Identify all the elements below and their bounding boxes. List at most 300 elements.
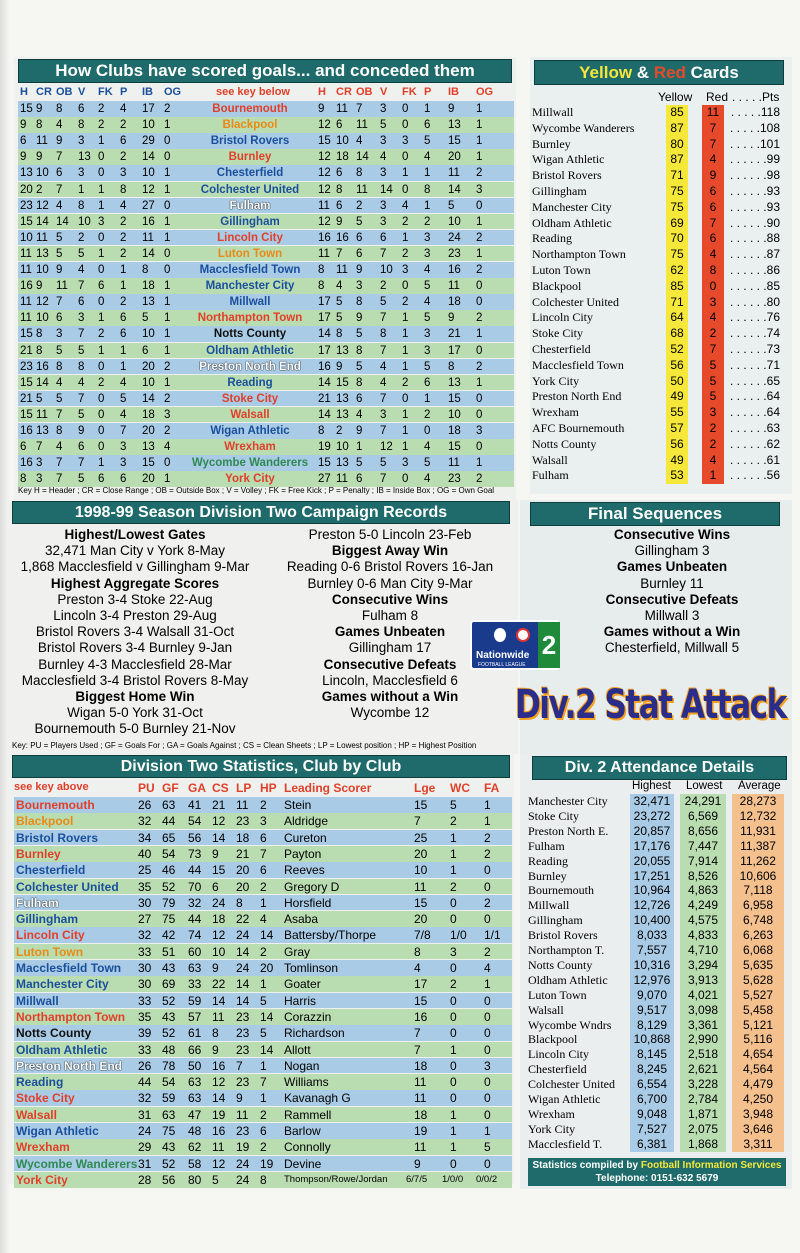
- attendance-highest: 8,145: [636, 1047, 668, 1062]
- goals-against-value: 4: [356, 408, 363, 421]
- clubstats-value: 73: [188, 846, 202, 861]
- goals-for-value: 4: [56, 441, 63, 454]
- goals-for-value: 9: [56, 135, 63, 148]
- clubstats-header: WC: [450, 781, 470, 795]
- goals-against-value: 14: [318, 328, 331, 341]
- clubstats-scorer: Gray: [284, 944, 311, 959]
- goals-against-value: 7: [336, 247, 343, 260]
- clubstats-value: 2: [260, 1107, 267, 1122]
- goals-row: [18, 407, 514, 423]
- record-line: Gillingham 3: [634, 543, 710, 559]
- clubstats-value: 52: [162, 1156, 176, 1171]
- clubstats-header: FA: [484, 781, 500, 795]
- goals-club-name: Fulham: [229, 199, 271, 212]
- goals-for-value: 7: [56, 473, 63, 486]
- clubstats-goals: 5: [484, 1140, 491, 1155]
- clubstats-goals: 2: [484, 846, 491, 861]
- goals-against-header: V: [380, 86, 388, 98]
- goals-against-value: 5: [424, 360, 431, 373]
- clubstats-value: 43: [162, 1140, 176, 1155]
- goals-for-value: 2: [120, 231, 127, 244]
- clubstats-value: 24: [236, 961, 250, 975]
- clubstats-value: 2: [260, 1140, 267, 1155]
- goals-for-value: 8: [78, 119, 85, 132]
- cards-title-amp: &: [636, 63, 650, 82]
- goals-against-value: 2: [402, 376, 409, 389]
- goals-against-value: 1: [476, 119, 483, 132]
- goals-against-value: 2: [402, 296, 409, 309]
- goals-against-value: 14: [318, 376, 331, 389]
- goals-for-value: 1: [98, 247, 105, 260]
- goals-for-value: 1: [164, 119, 171, 132]
- goals-against-value: 6: [380, 231, 387, 244]
- records-left: [10, 527, 260, 738]
- goals-for-value: 10: [36, 312, 49, 325]
- cards-points: . . . . . .76: [729, 310, 780, 325]
- goals-against-value: 2: [402, 215, 409, 228]
- clubstats-goals: 6/7/5: [406, 1173, 428, 1185]
- goals-against-value: 3: [380, 215, 387, 228]
- goals-against-value: 7: [380, 247, 387, 260]
- clubstats-value: 14: [260, 1042, 274, 1057]
- goals-against-value: 0: [402, 103, 409, 115]
- goals-against-value: 1: [424, 167, 431, 180]
- goals-against-value: 21: [318, 392, 331, 405]
- cards-yellow-value: 75: [670, 247, 684, 262]
- goals-against-value: 6: [356, 473, 363, 486]
- clubstats-value: 14: [260, 1009, 274, 1024]
- goals-against-value: 5: [380, 119, 387, 132]
- attendance-highest: 10,316: [633, 957, 671, 972]
- clubstats-value: 24: [236, 1156, 250, 1171]
- goals-for-value: 1: [78, 183, 85, 196]
- attendance-club-name: Luton Town: [528, 987, 587, 1002]
- attendance-highest: 7,527: [636, 1121, 668, 1136]
- goals-against-value: 11: [356, 183, 368, 196]
- goals-for-value: 6: [120, 328, 127, 341]
- goals-against-value: 4: [380, 376, 387, 389]
- cards-club-name: Manchester City: [532, 199, 612, 214]
- goals-for-value: 1: [120, 344, 127, 357]
- clubstats-value: 20: [236, 863, 250, 878]
- cards-red-value: 2: [709, 326, 717, 341]
- goals-against-value: 3: [380, 167, 387, 180]
- attendance-average: 3,948: [742, 1106, 774, 1121]
- clubstats-value: 24: [236, 1172, 250, 1187]
- goals-against-value: 1: [402, 344, 409, 357]
- stat-attack-title: Div.2 Stat Attack: [515, 682, 786, 728]
- record-heading: Consecutive Wins: [613, 527, 731, 542]
- goals-against-value: 7: [380, 312, 387, 325]
- clubstats-goals: 2: [484, 944, 491, 959]
- goals-for-value: 11: [36, 135, 48, 148]
- goals-for-value: 15: [20, 328, 33, 341]
- clubstats-value: 1: [260, 895, 267, 910]
- cards-yellow-value: 55: [670, 405, 684, 420]
- goals-for-value: 15: [20, 408, 33, 421]
- clubstats-goals: 0: [484, 1042, 491, 1057]
- goals-against-value: 0: [402, 280, 409, 293]
- clubstats-value: 32: [138, 1091, 152, 1106]
- clubstats-value: 8: [236, 895, 243, 910]
- cards-points: . . . . .108: [729, 120, 780, 135]
- nationwide-logo-badge: [494, 628, 506, 642]
- records-key: Key: PU = Players Used ; GF = Goals For ; GA = Goals Against ; CS = Clean Sheets ; LP = Lowest position ; HP = Highest Position: [12, 741, 477, 750]
- final-lines: [560, 527, 784, 657]
- goals-for-value: 17: [142, 103, 155, 115]
- cards-club-name: Macclesfield Town: [532, 357, 624, 372]
- clubstats-row: [14, 862, 512, 878]
- clubstats-goals: 1: [484, 977, 491, 992]
- cards-points: . . . . . .62: [729, 436, 780, 451]
- goals-club-name: Walsall: [230, 408, 270, 421]
- clubstats-goals: 5: [450, 798, 457, 812]
- clubstats-value: 21: [212, 798, 226, 812]
- goals-against-value: 1: [402, 328, 409, 341]
- record-line: Lincoln, Macclesfield 6: [322, 672, 458, 688]
- goals-for-header: OB: [56, 86, 73, 98]
- attendance-highest: 9,517: [636, 1002, 668, 1017]
- clubstats-row: [14, 960, 512, 976]
- goals-for-value: 11: [20, 247, 32, 260]
- goals-for-value: 2: [164, 392, 171, 405]
- goals-for-value: 0: [98, 441, 105, 454]
- goals-against-value: 6: [424, 376, 431, 389]
- records-title: 1998-99 Season Division Two Campaign Records: [12, 501, 510, 524]
- record-line: Bristol Rovers 3-4 Burnley 9-Jan: [37, 640, 233, 656]
- record-line: Bournemouth 5-0 Burnley 21-Nov: [34, 721, 236, 737]
- attendance-footer: [528, 1158, 786, 1186]
- clubstats-goals: 0: [484, 863, 491, 878]
- goals-against-value: 1: [402, 408, 409, 421]
- goals-club-name: Chesterfield: [216, 167, 284, 180]
- clubstats-goals: 0: [450, 1009, 457, 1024]
- goals-for-value: 1: [164, 167, 171, 180]
- goals-against-value: 8: [356, 296, 363, 309]
- goals-for-value: 16: [20, 280, 33, 293]
- goals-for-value: 0: [98, 151, 105, 164]
- clubstats-goals: 11: [414, 879, 427, 894]
- attendance-average: 3,646: [742, 1121, 774, 1136]
- clubstats-club-name: Wycombe Wanderers: [16, 1156, 138, 1171]
- clubstats-value: 14: [236, 977, 250, 992]
- clubstats-value: 23: [236, 1124, 250, 1138]
- goals-against-value: 3: [380, 408, 387, 421]
- goals-club-name: Colchester United: [200, 183, 300, 196]
- clubstats-value: 19: [236, 1140, 250, 1155]
- attendance-average: 11,262: [740, 853, 776, 868]
- clubstats-value: 6: [212, 879, 219, 894]
- goals-against-value: 8: [356, 344, 363, 357]
- goals-against-value: 3: [476, 425, 483, 437]
- clubstats-row: [14, 1172, 512, 1188]
- goals-club-name: Blackpool: [222, 119, 278, 132]
- cards-yellow-value: 57: [670, 421, 684, 435]
- goals-key: Key H = Header ; CR = Close Range ; OB = Outside Box ; V = Volley ; FK = Free Kick ; P = Penalty ; IB = Inside Box ; OG = Own Goal: [18, 486, 495, 495]
- goals-against-value: 3: [356, 280, 363, 293]
- clubstats-value: 22: [236, 912, 250, 927]
- clubstats-club-name: Luton Town: [16, 944, 84, 959]
- clubstats-value: 6: [260, 863, 267, 878]
- cards-red-value: 0: [709, 278, 717, 293]
- clubstats-value: 27: [138, 912, 152, 927]
- clubstats-goals: 11: [414, 1075, 427, 1090]
- clubstats-goals: 20: [414, 846, 428, 861]
- goals-for-value: 0: [164, 151, 171, 164]
- goals-for-value: 14: [36, 376, 49, 389]
- goals-against-value: 10: [448, 215, 461, 228]
- goals-for-value: 0: [98, 231, 105, 244]
- clubstats-value: 16: [212, 1124, 226, 1138]
- clubstats-row: [14, 797, 512, 813]
- goals-for-value: 7: [56, 408, 63, 421]
- goals-for-value: 8: [78, 199, 85, 212]
- goals-against-value: 5: [356, 328, 363, 341]
- clubstats-value: 44: [162, 814, 176, 829]
- goals-for-value: 5: [120, 392, 127, 405]
- goals-for-value: 8: [56, 425, 63, 437]
- clubstats-row: [14, 1156, 512, 1172]
- clubstats-value: 26: [138, 798, 152, 812]
- clubstats-value: 44: [188, 912, 202, 927]
- goals-against-value: 4: [424, 264, 431, 276]
- cards-club-name: Walsall: [532, 452, 568, 467]
- goals-for-value: 7: [56, 296, 63, 309]
- cards-red-value: 5: [709, 389, 717, 404]
- clubstats-goals: 0: [484, 1156, 491, 1171]
- goals-against-value: 1: [402, 231, 409, 244]
- goals-for-value: 29: [142, 135, 155, 148]
- clubstats-goals: 25: [414, 830, 428, 845]
- clubstats-goals: 19: [414, 1124, 428, 1138]
- goals-against-value: 3: [402, 264, 409, 276]
- goals-for-header: H: [20, 86, 28, 98]
- clubstats-row: [14, 846, 512, 862]
- clubstats-value: 23: [236, 1026, 250, 1041]
- goals-against-value: 20: [448, 151, 461, 164]
- goals-against-value: 0: [476, 441, 483, 454]
- goals-for-value: 9: [36, 280, 43, 293]
- goals-row: [18, 455, 514, 471]
- clubstats-goals: 10: [414, 863, 428, 878]
- attendance-club-name: Wigan Athletic: [528, 1092, 601, 1106]
- goals-for-value: 2: [36, 183, 43, 196]
- cards-table: [532, 90, 792, 490]
- goals-for-value: 5: [78, 344, 85, 357]
- clubstats-value: 4: [260, 912, 267, 927]
- clubstats-value: 24: [138, 1124, 152, 1138]
- goals-against-value: 3: [380, 199, 387, 212]
- clubstats-value: 26: [138, 1058, 152, 1073]
- clubstats-club-name: Burnley: [16, 846, 61, 861]
- goals-against-value: 0: [402, 151, 409, 164]
- clubstats-value: 29: [138, 1140, 152, 1155]
- goals-against-value: 2: [476, 360, 483, 373]
- goals-for-value: 14: [142, 247, 155, 260]
- cards-club-name: Blackpool: [532, 278, 582, 293]
- goals-row: [18, 391, 514, 407]
- goals-against-value: 1: [424, 103, 431, 115]
- attendance-highest: 6,554: [636, 1077, 668, 1092]
- cards-red-value: 5: [709, 357, 717, 372]
- goals-for-value: 6: [56, 167, 63, 180]
- cards-title-yellow: Yellow: [579, 63, 633, 82]
- clubstats-club-name: York City: [16, 1172, 68, 1187]
- cards-title-red: Red: [653, 63, 686, 82]
- goals-against-value: 13: [336, 344, 349, 357]
- clubstats-row: [14, 1123, 512, 1139]
- cards-club-name: Gillingham: [532, 184, 587, 198]
- cards-red-value: 7: [709, 215, 717, 230]
- attendance-club-name: Blackpool: [528, 1032, 578, 1047]
- goals-against-value: 3: [424, 247, 431, 260]
- cards-yellow-value: 56: [670, 357, 684, 372]
- goals-for-value: 8: [36, 328, 43, 341]
- clubstats-value: 20: [236, 879, 250, 894]
- goals-for-value: 11: [56, 280, 68, 293]
- goals-against-value: 1: [476, 247, 483, 260]
- clubstats-goals: 11: [414, 1091, 427, 1106]
- goals-for-value: 1: [164, 328, 171, 341]
- goals-against-value: 8: [336, 183, 343, 196]
- record-heading: Games without a Win: [321, 689, 459, 705]
- attendance-club-name: Bristol Rovers: [528, 928, 598, 943]
- cards-yellow-value: 80: [670, 136, 684, 151]
- clubstats-row: [14, 927, 512, 943]
- cards-yellow-value: 71: [670, 294, 684, 309]
- cards-points: . . . . . .71: [729, 357, 780, 372]
- goals-for-value: 4: [120, 103, 127, 115]
- goals-for-value: 0: [164, 199, 171, 212]
- goals-for-value: 14: [56, 215, 69, 228]
- clubstats-goals: 0: [450, 1091, 457, 1106]
- goals-against-header: IB: [448, 86, 459, 98]
- cards-red-value: 9: [709, 168, 717, 183]
- goals-against-value: 2: [476, 264, 483, 276]
- goals-for-value: 1: [120, 264, 127, 276]
- goals-against-value: 2: [476, 167, 483, 180]
- goals-for-value: 18: [142, 408, 155, 421]
- goals-against-value: 9: [356, 312, 363, 325]
- clubstats-value: 61: [188, 1026, 202, 1041]
- goals-for-value: 1: [98, 183, 105, 196]
- nationwide-logo: [470, 620, 560, 670]
- goals-for-value: 0: [164, 457, 171, 470]
- goals-for-value: 8: [120, 183, 127, 196]
- clubstats-value: 18: [212, 912, 226, 927]
- goals-row: [18, 310, 514, 326]
- goals-for-value: 4: [120, 408, 127, 421]
- goals-club-name: Macclesfield Town: [199, 264, 301, 276]
- goals-against-value: 6: [336, 119, 343, 132]
- goals-against-value: 1: [402, 312, 409, 325]
- attendance-average: 6,958: [742, 898, 774, 913]
- clubstats-scorer: Kavanagh G: [284, 1091, 351, 1106]
- goals-against-value: 5: [424, 457, 431, 470]
- goals-for-value: 13: [36, 247, 49, 260]
- clubstats-value: 24: [236, 928, 250, 943]
- clubstats-club-name: Lincoln City: [16, 928, 85, 943]
- cards-club-name: Luton Town: [532, 263, 591, 277]
- goals-row: [18, 230, 514, 246]
- clubstats-value: 32: [138, 928, 152, 943]
- goals-club-name: Burnley: [228, 151, 272, 164]
- cards-club-name: Wycombe Wanderers: [532, 120, 635, 135]
- goals-for-value: 16: [20, 425, 33, 437]
- goals-for-value: 3: [56, 328, 63, 341]
- nationwide-logo-ball: [516, 628, 530, 642]
- goals-row: [18, 294, 514, 310]
- attendance-lowest: 24,291: [684, 794, 722, 808]
- goals-against-value: 16: [318, 360, 331, 373]
- attendance-club-name: York City: [528, 1121, 576, 1136]
- clubstats-club-name: Notts County: [16, 1026, 92, 1041]
- attendance-average: 6,263: [742, 928, 774, 943]
- cards-red-value: 4: [709, 152, 717, 167]
- clubstats-value: 56: [188, 830, 202, 845]
- goals-for-value: 2: [120, 247, 127, 260]
- goals-against-value: 12: [318, 151, 331, 164]
- goals-against-value: 9: [448, 312, 455, 325]
- goals-for-value: 6: [120, 473, 127, 486]
- clubstats-scorer: Barlow: [284, 1124, 321, 1138]
- goals-against-header: CR: [336, 86, 352, 98]
- goals-for-value: 2: [120, 296, 127, 309]
- goals-for-value: 11: [142, 231, 154, 244]
- clubstats-goals: 7: [414, 1042, 421, 1057]
- attendance-club-name: Walsall: [528, 1002, 564, 1017]
- clubstats-goals: 18: [414, 1107, 428, 1122]
- goals-for-value: 12: [142, 183, 155, 196]
- goals-for-value: 20: [142, 425, 155, 437]
- attendance-header: Average: [738, 780, 781, 792]
- clubstats-header: GF: [162, 781, 179, 795]
- attendance-club-name: Notts County: [528, 957, 593, 972]
- cards-club-name: Lincoln City: [532, 310, 593, 325]
- clubstats-scorer: Tomlinson: [284, 961, 339, 975]
- clubstats-goals: 1: [450, 846, 457, 861]
- record-heading: Consecutive Defeats: [605, 591, 739, 607]
- goals-for-value: 3: [120, 441, 127, 454]
- clubstats-value: 14: [212, 1091, 226, 1106]
- goals-for-value: 1: [164, 215, 171, 228]
- clubstats-value: 34: [138, 830, 152, 845]
- cards-yellow-value: 53: [670, 468, 684, 483]
- attendance-highest: 20,055: [633, 853, 671, 868]
- cards-red-value: 6: [709, 231, 717, 246]
- clubstats-value: 43: [162, 961, 176, 975]
- clubstats-value: 2: [260, 944, 267, 959]
- clubstats-goals: 0/0/2: [476, 1173, 498, 1185]
- clubstats-scorer: Connolly: [284, 1140, 331, 1155]
- goals-against-value: 11: [318, 247, 330, 260]
- goals-for-value: 2: [98, 376, 105, 389]
- goals-title: How Clubs have scored goals... and conceded them: [18, 59, 512, 83]
- goals-club-name: Wycombe Wanderers: [191, 457, 309, 470]
- goals-for-value: 10: [36, 264, 49, 276]
- goals-against-value: 16: [336, 231, 349, 244]
- clubstats-value: 63: [162, 1107, 176, 1122]
- goals-for-value: 6: [78, 103, 85, 115]
- clubstats-value: 58: [188, 1156, 202, 1171]
- goals-against-value: 7: [380, 344, 387, 357]
- goals-against-value: 11: [356, 119, 368, 132]
- attendance-club-name: Lincoln City: [528, 1047, 589, 1062]
- clubstats-goals: 1: [484, 798, 491, 812]
- goals-for-value: 20: [142, 360, 155, 373]
- attendance-club-name: Wycombe Wndrs: [528, 1017, 612, 1032]
- cards-club-name: Bristol Rovers: [532, 168, 602, 183]
